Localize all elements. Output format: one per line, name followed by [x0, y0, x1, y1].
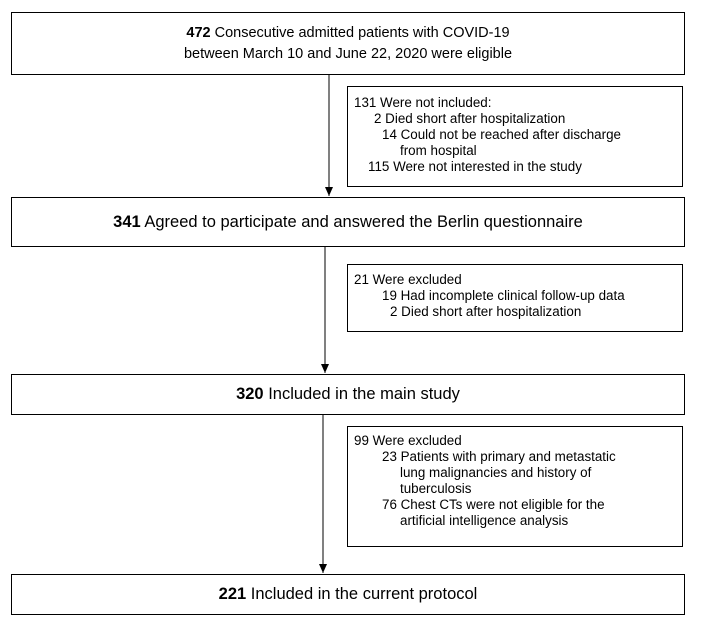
arrow-head-2: [321, 364, 329, 373]
eligible-box: [11, 12, 685, 75]
arrow-head-3: [319, 564, 327, 573]
main-study-line: [236, 385, 460, 404]
current-protocol-line: [219, 585, 478, 604]
arrow-head-1: [325, 187, 333, 196]
excluded-2-title: 99 Were excluded: [354, 433, 462, 448]
excluded-2-item-cont: artificial intelligence analysis: [400, 513, 569, 528]
agreed-text: Agreed to participate and answered the Berlin questionnaire: [144, 212, 583, 231]
not-included-item: 115 Were not interested in the study: [368, 159, 582, 174]
excluded-box-1: [347, 264, 683, 332]
not-included-box: [347, 86, 683, 187]
agreed-count: 341: [113, 212, 141, 231]
eligible-line-2: between March 10 and June 22, 2020 were eligible: [183, 45, 513, 62]
current-protocol-count: 221: [218, 585, 247, 603]
not-included-item: 2 Died short after hospitalization: [374, 111, 566, 126]
excluded-1-item: 19 Had incomplete clinical follow-up data: [382, 288, 625, 303]
eligible-line-1: [186, 23, 509, 44]
current-protocol-box: [11, 574, 685, 615]
not-included-item-cont: from hospital: [400, 143, 477, 158]
excluded-2-item: 76 Chest CTs were not eligible for the: [382, 497, 605, 512]
eligible-count: 472: [186, 24, 211, 41]
main-study-box: [11, 374, 685, 415]
excluded-1-item: 2 Died short after hospitalization: [390, 304, 582, 319]
excluded-2-item-cont: tuberculosis: [400, 481, 472, 496]
not-included-title: 131 Were not included:: [354, 95, 492, 110]
excluded-1-title: 21 Were excluded: [354, 272, 462, 287]
main-study-count: 320: [236, 385, 264, 403]
excluded-2-item: 23 Patients with primary and metastatic: [382, 449, 616, 464]
excluded-2-item-cont: lung malignancies and history of: [400, 465, 592, 480]
main-study-text: Included in the main study: [268, 385, 460, 403]
current-protocol-text: Included in the current protocol: [250, 585, 478, 603]
not-included-item: 14 Could not be reached after discharge: [382, 127, 621, 142]
eligible-text-1: Consecutive admitted patients with COVID-19: [214, 24, 510, 41]
agreed-box: [11, 197, 685, 247]
agreed-line: [113, 213, 583, 232]
excluded-box-2: [347, 426, 683, 547]
